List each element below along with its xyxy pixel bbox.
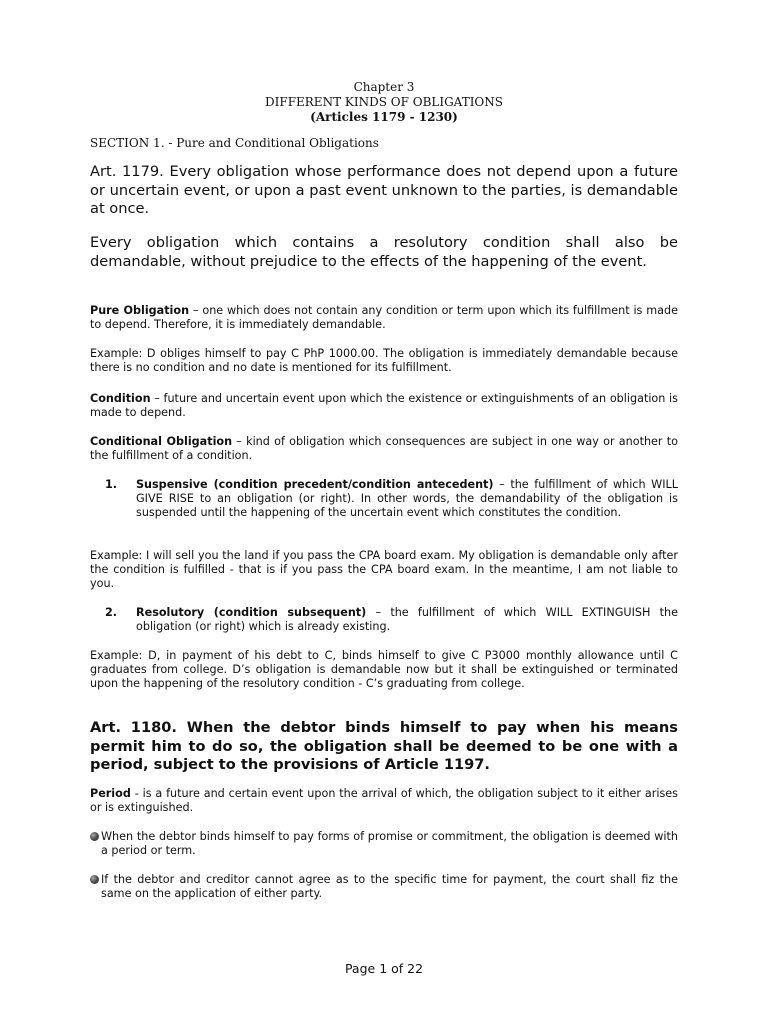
- example-pure-obligation: Example: D obliges himself to pay C PhP 1000.00. The obligation is immediately demandable because there is no condition and no date is mentioned for its fulfillment.: [90, 347, 678, 375]
- example-resolutory: Example: D, in payment of his debt to C, binds himself to give C P3000 monthly allowance until C graduates from college. D’s obligation is demandable now but it shall be extinguished or terminated upon the happening of the resolutory condition - C’s graduating from college.: [90, 649, 678, 691]
- example-suspensive: Example: I will sell you the land if you pass the CPA board exam. My obligation is demandable only after the condition is fulfilled - that is if you pass the CPA board exam. In the meantime, I am not liable to you.: [90, 549, 678, 591]
- term-suspensive: Suspensive (condition precedent/condition antecedent): [136, 478, 494, 491]
- chapter-title: DIFFERENT KINDS OF OBLIGATIONS: [265, 95, 503, 109]
- term-pure-obligation: Pure Obligation: [90, 304, 190, 317]
- term-period: Period: [90, 787, 131, 800]
- resolutory-text: – the fulfillment of which WILL EXTINGUISH the obligation (or right) which is already existing.: [136, 606, 678, 634]
- chapter-number: Chapter 3: [353, 80, 415, 94]
- period-text: - is a future and certain event upon the arrival of which, the obligation subject to it either arises or is extinguished.: [90, 787, 678, 815]
- bullet-icon: [90, 832, 99, 841]
- condition-text: – future and uncertain event upon which the existence or extinguishments of an obligation is made to depend.: [90, 392, 678, 420]
- conditional-obligation-definition: [90, 435, 678, 463]
- term-condition: Condition: [90, 392, 151, 405]
- list-number: 2.: [105, 606, 118, 619]
- art-1180-paragraph: Art. 1180. When the debtor binds himself to pay when his means permit him to do so, the obligation shall be deemed to be one with a period, subject to the provisions of Article 1197.: [90, 719, 678, 774]
- term-resolutory: Resolutory (condition subsequent): [136, 606, 367, 619]
- conditional-obligation-text: – kind of obligation which consequences are subject in one way or another to the fulfillment of a condition.: [90, 435, 678, 463]
- page-number: Page 1 of 22: [344, 961, 424, 976]
- chapter-articles: (Articles 1179 - 1230): [310, 110, 458, 124]
- suspensive-text: – the fulfillment of which WILL GIVE RISE to an obligation (or right). In other words, the demandability of the obligation is suspended until the happening of the uncertain event which constitutes the condition.: [136, 478, 678, 520]
- term-conditional-obligation: Conditional Obligation: [90, 435, 233, 448]
- bullet-item: [90, 830, 678, 858]
- bullet-item: [90, 873, 678, 901]
- list-item-suspensive: [90, 478, 678, 521]
- list-number: 1.: [105, 478, 118, 491]
- section-heading: SECTION 1. - Pure and Conditional Obligations: [90, 136, 379, 150]
- bullet-icon: [90, 875, 99, 884]
- list-item-resolutory: [90, 606, 678, 634]
- pure-obligation-text: – one which does not contain any condition or term upon which its fulfillment is made to depend. Therefore, it is immediately demandable.: [90, 304, 678, 332]
- art-1179-resolutory-paragraph: Every obligation which contains a resolutory condition shall also be demandable, without prejudice to the effects of the happening of the event.: [90, 234, 678, 270]
- bullet-text: When the debtor binds himself to pay forms of promise or commitment, the obligation is deemed with a period or term.: [101, 830, 678, 858]
- condition-definition: [90, 392, 678, 420]
- period-definition: [90, 787, 678, 815]
- art-1179-paragraph: Art. 1179. Every obligation whose performance does not depend upon a future or uncertain event, or upon a past event unknown to the parties, is demandable at once.: [90, 163, 678, 218]
- pure-obligation-definition: [90, 304, 678, 332]
- bullet-text: If the debtor and creditor cannot agree as to the specific time for payment, the court shall fiz the same on the application of either party.: [101, 873, 678, 901]
- chapter-heading: [0, 80, 768, 125]
